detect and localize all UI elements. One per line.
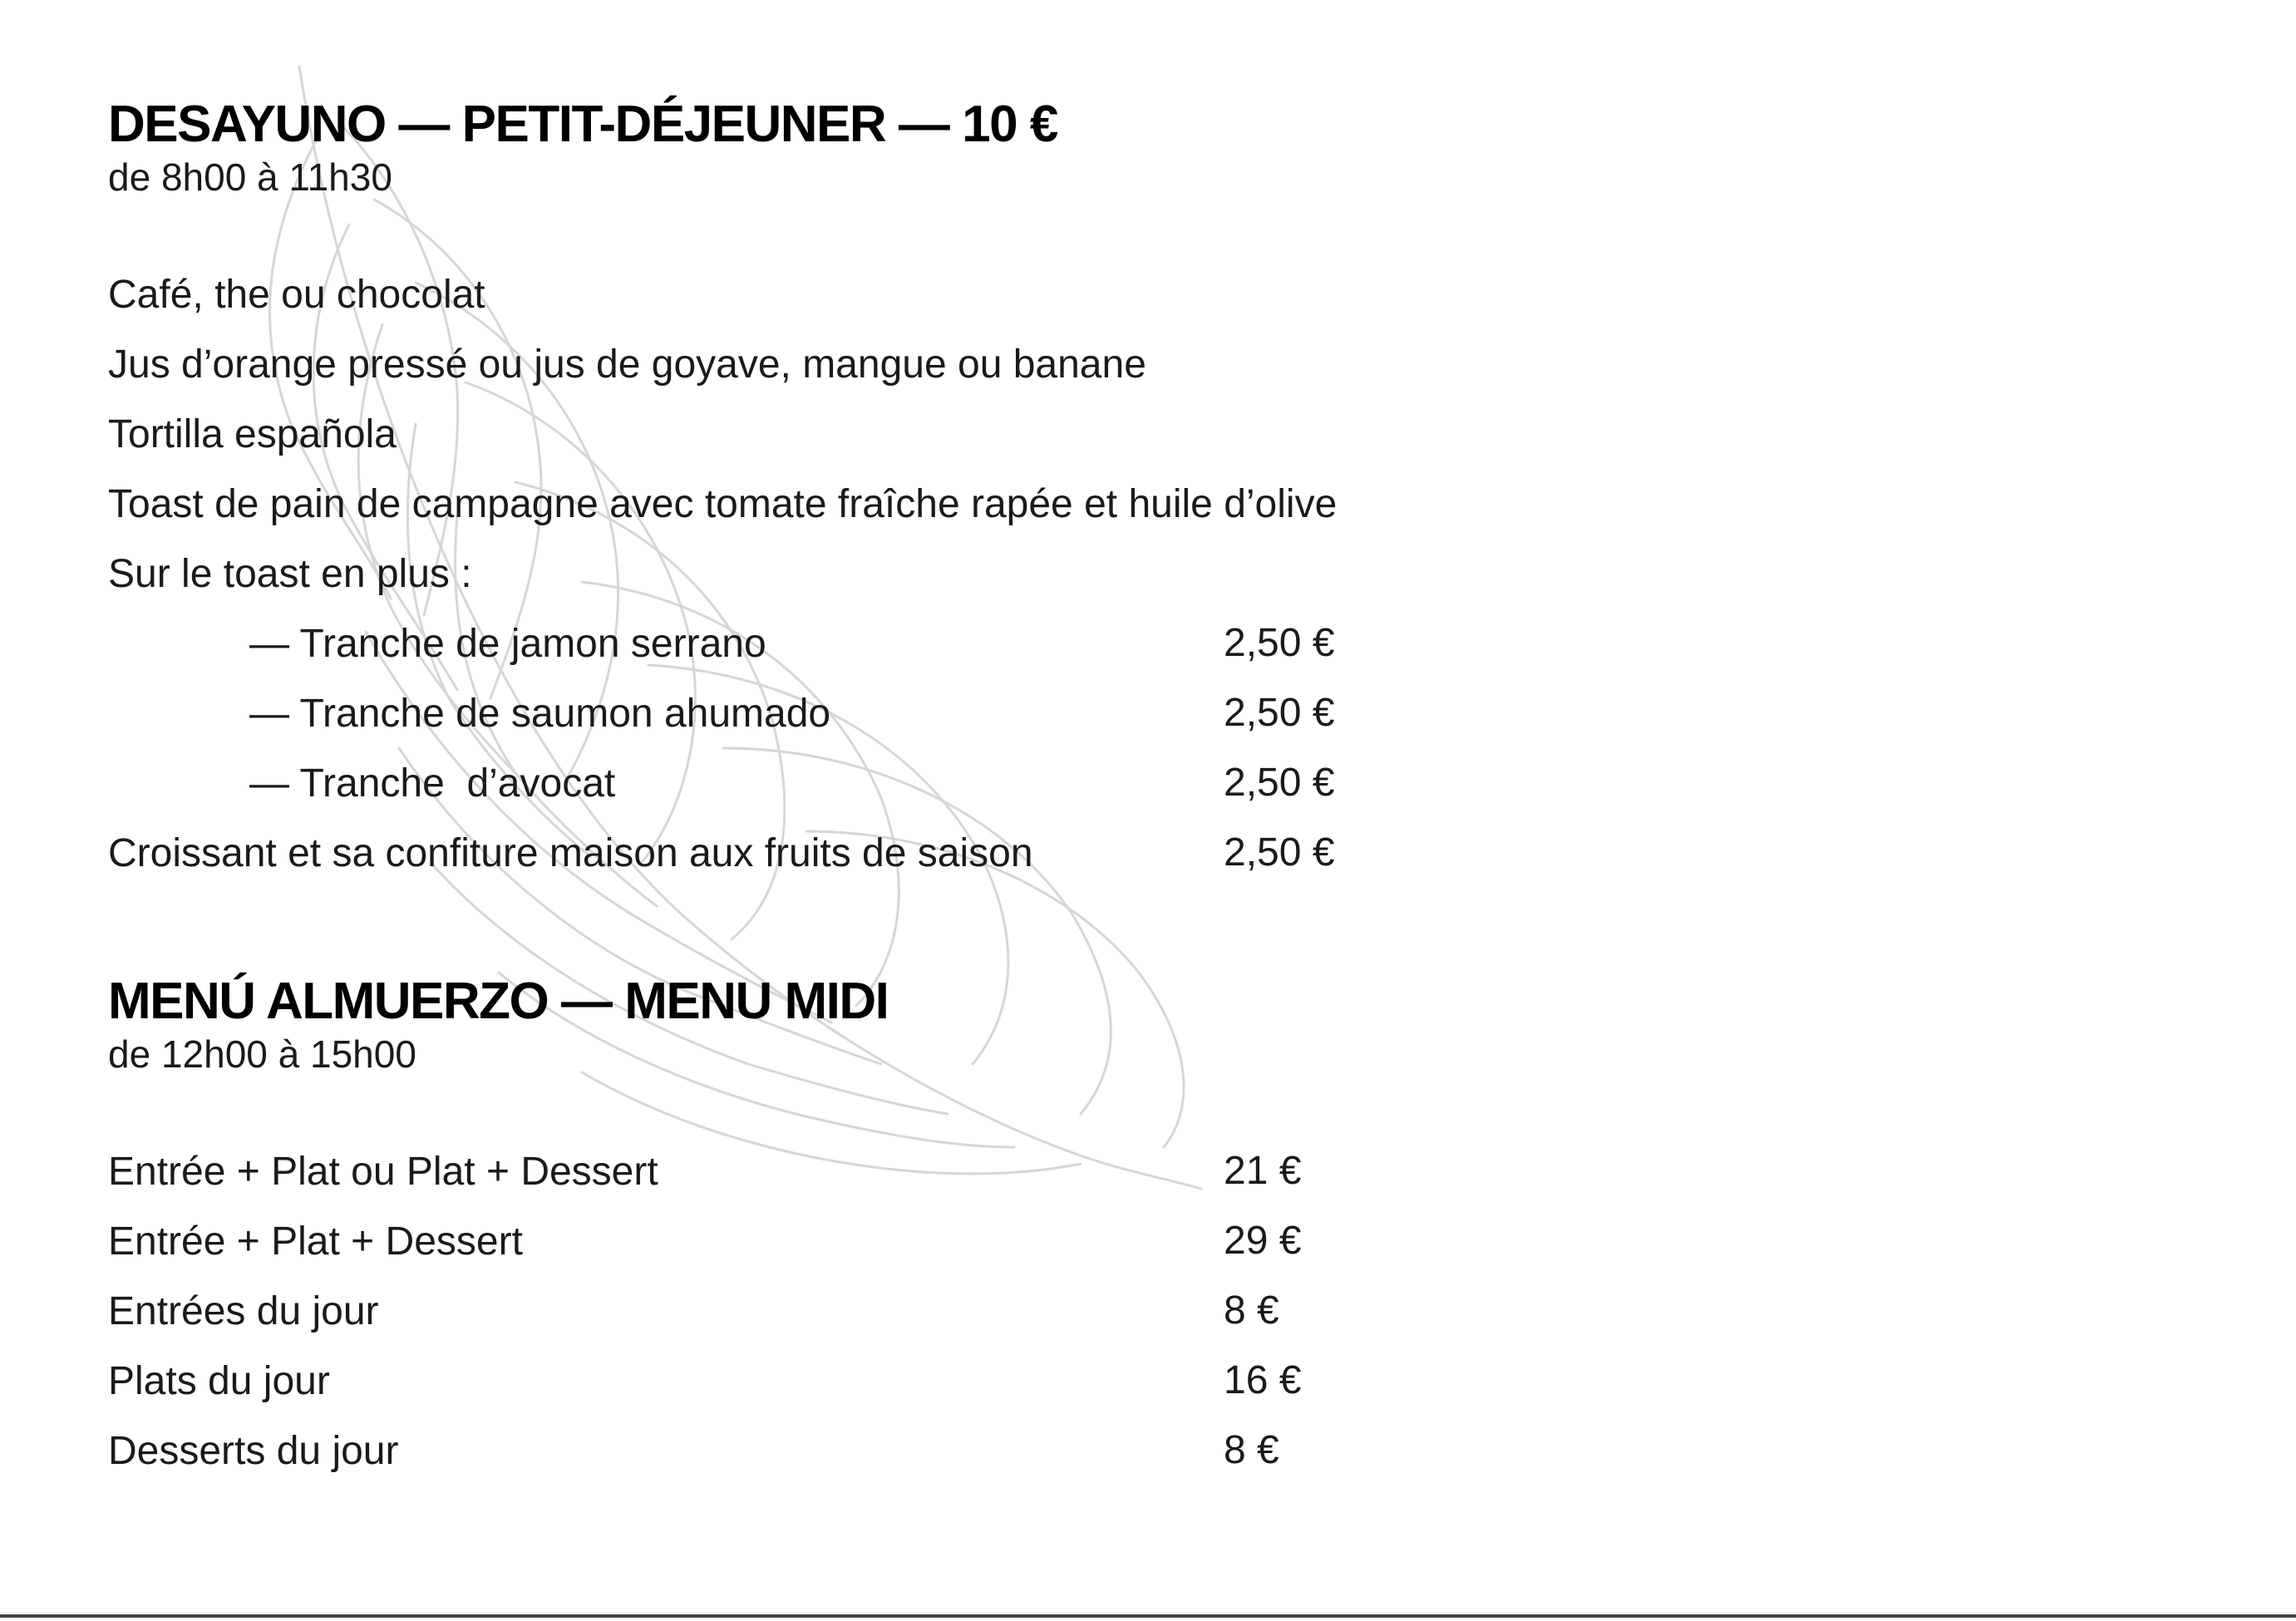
breakfast-section	[108, 91, 1397, 888]
item-label: Desserts du jour	[108, 1428, 399, 1473]
list-item	[108, 608, 1397, 678]
list-item	[108, 678, 1397, 748]
list-item	[108, 748, 1397, 818]
list-item	[108, 1206, 1397, 1276]
item-label: Entrée + Plat + Dessert	[108, 1219, 523, 1264]
breakfast-title: DESAYUNO — PETIT-DÉJEUNER — 10 €	[108, 96, 1057, 153]
item-label: Sur le toast en plus :	[108, 551, 472, 596]
item-label: — Tranche d’avocat	[249, 761, 616, 806]
item-price: 21 €	[1224, 1149, 1302, 1193]
lunch-hours: de 12h00 à 15h00	[108, 1032, 416, 1076]
item-price: 8 €	[1224, 1288, 1279, 1333]
list-item	[108, 1276, 1397, 1346]
list-item	[108, 539, 1397, 608]
list-item	[108, 329, 1397, 399]
list-item	[108, 1346, 1397, 1416]
item-price: 2,50 €	[1224, 691, 1335, 735]
bottom-rule	[0, 1614, 2296, 1618]
item-label: Plats du jour	[108, 1358, 330, 1403]
list-item	[108, 818, 1397, 888]
item-price: 2,50 €	[1224, 621, 1335, 665]
lunch-section	[108, 968, 1397, 1486]
lunch-title: MENÚ ALMUERZO — MENU MIDI	[108, 973, 889, 1030]
item-label: — Tranche de saumon ahumado	[249, 691, 831, 736]
lunch-item-list	[108, 1136, 1397, 1486]
item-label: Entrée + Plat ou Plat + Dessert	[108, 1149, 658, 1194]
breakfast-item-list	[108, 259, 1397, 888]
item-price: 29 €	[1224, 1219, 1302, 1263]
item-price: 2,50 €	[1224, 761, 1335, 805]
list-item	[108, 1136, 1397, 1206]
list-item	[108, 399, 1397, 469]
breakfast-hours: de 8h00 à 11h30	[108, 155, 392, 199]
list-item	[108, 469, 1397, 539]
item-price: 8 €	[1224, 1428, 1279, 1472]
item-label: Entrées du jour	[108, 1288, 379, 1333]
item-label: Jus d’orange pressé ou jus de goyave, mangue ou banane	[108, 342, 1146, 387]
item-price: 2,50 €	[1224, 830, 1335, 875]
item-label: Toast de pain de campagne avec tomate fraîche rapée et huile d’olive	[108, 481, 1338, 526]
item-label: Tortilla española	[108, 411, 397, 456]
item-label: — Tranche de jamon serrano	[249, 621, 766, 666]
item-price: 16 €	[1224, 1358, 1302, 1402]
item-label: Café, the ou chocolat	[108, 272, 485, 317]
item-label: Croissant et sa confiture maison aux fruits de saison	[108, 830, 1033, 875]
list-item	[108, 1416, 1397, 1486]
list-item	[108, 259, 1397, 329]
